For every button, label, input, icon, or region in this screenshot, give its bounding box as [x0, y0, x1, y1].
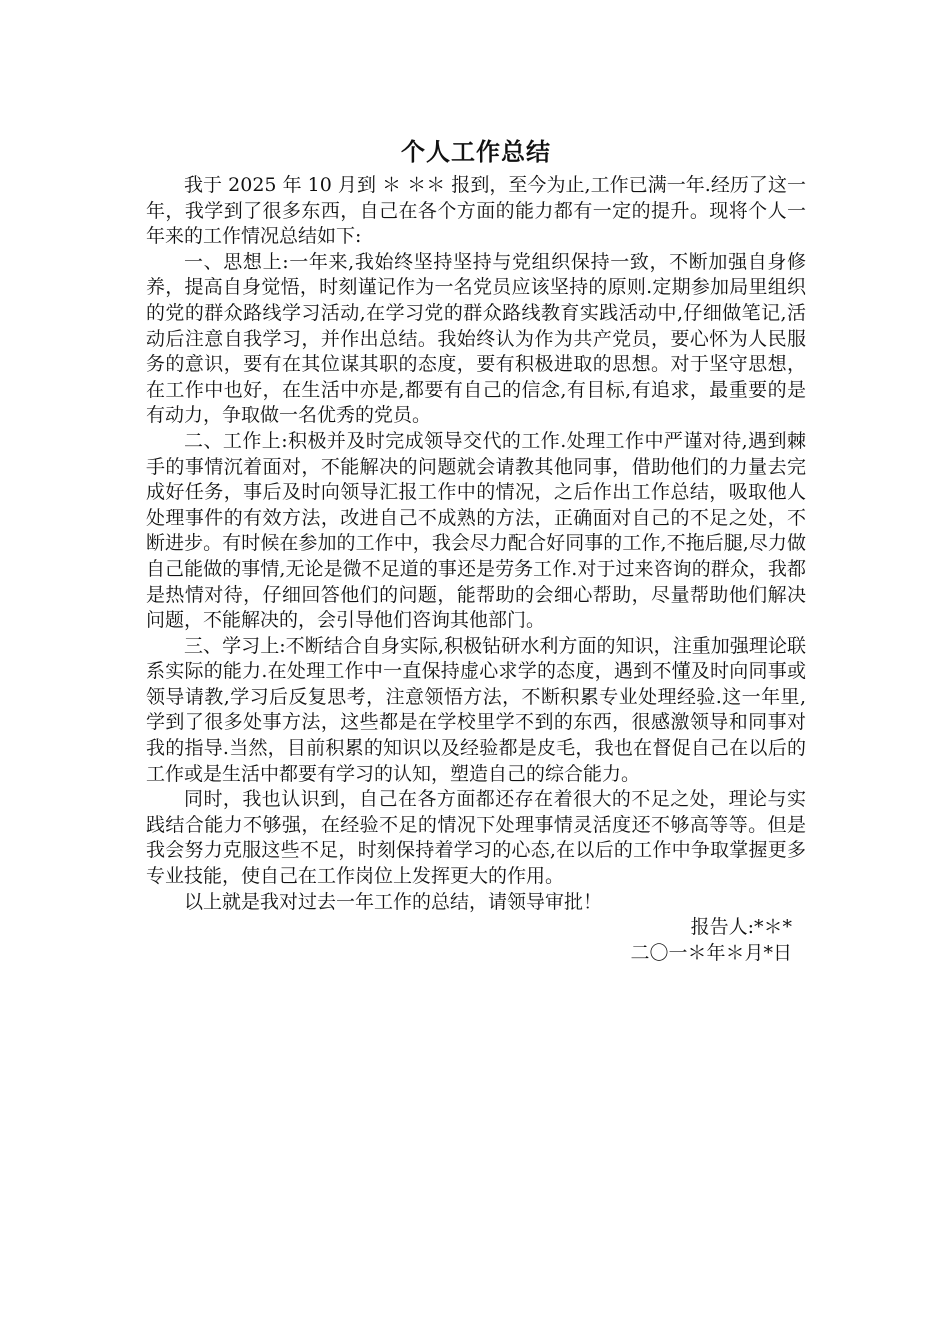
paragraph-closing: 以上就是我对过去一年工作的总结，请领导审批！	[184, 890, 603, 913]
document-title: 个人工作总结	[401, 137, 551, 166]
date-line: 二〇一＊年＊月*日	[630, 941, 792, 964]
paragraph-shortcomings: 同时，我也认识到，自己在各方面都还存在着很大的不足之处，理论与实践结合能力不够强，在经验不足的情况下处理事情灵活度还不够高等等。但是我会努力克服这些不足，时刻保持着学习的心态,在以后的工作中争取掌握更多专业技能，使自己在工作岗位上发挥更大的作用。	[146, 788, 806, 888]
paragraph-thought: 一、思想上:一年来,我始终坚持坚持与党组织保持一致，不断加强自身修养，提高自身觉悟，时刻谨记作为一名党员应该坚持的原则.定期参加局里组织的党的群众路线学习活动,在学习党的群众路线教育实践活动中,仔细做笔记,活动后注意自我学习，并作出总结。我始终认为作为共产党员，要心怀为人民服务的意识，要有在其位谋其职的态度，要有积极进取的思想。对于坚守思想，在工作中也好，在生活中亦是,都要有自己的信念,有目标,有追求，最重要的是有动力，争取做一名优秀的党员。	[146, 250, 806, 427]
document-body	[146, 135, 806, 966]
paragraph-study: 三、学习上:不断结合自身实际,积极钻研水利方面的知识，注重加强理论联系实际的能力.在处理工作中一直保持虚心求学的态度，遇到不懂及时向同事或领导请教,学习后反复思考，注意领悟方法，不断积累专业处理经验.这一年里,学到了很多处事方法，这些都是在学校里学不到的东西，很感激领导和同事对我的指导.当然，目前积累的知识以及经验都是皮毛，我也在督促自己在以后的工作或是生活中都要有学习的认知，塑造自己的综合能力。	[146, 634, 806, 785]
paragraph-work: 二、工作上:积极并及时完成领导交代的工作.处理工作中严谨对待,遇到棘手的事情沉着面对，不能解决的问题就会请教其他同事，借助他们的力量去完成好任务，事后及时向领导汇报工作中的情况，之后作出工作总结，吸取他人处理事件的有效方法，改进自己不成熟的方法，正确面对自己的不足之处，不断进步。有时候在参加的工作中，我会尽力配合好同事的工作,不拖后腿,尽力做自己能做的事情,无论是微不足道的事还是劳务工作.对于过来咨询的群众，我都是热情对待，仔细回答他们的问题，能帮助的会细心帮助，尽量帮助他们解决问题，不能解决的，会引导他们咨询其他部门。	[146, 429, 806, 632]
paragraph-intro: 我于 2025 年 10 月到 ＊ ＊＊ 报到，至今为止,工作已满一年.经历了这一年，我学到了很多东西，自己在各个方面的能力都有一定的提升。现将个人一年来的工作情况总结如下:	[146, 174, 806, 248]
signature-line: 报告人:*＊*	[690, 916, 792, 939]
document-text	[146, 173, 806, 915]
